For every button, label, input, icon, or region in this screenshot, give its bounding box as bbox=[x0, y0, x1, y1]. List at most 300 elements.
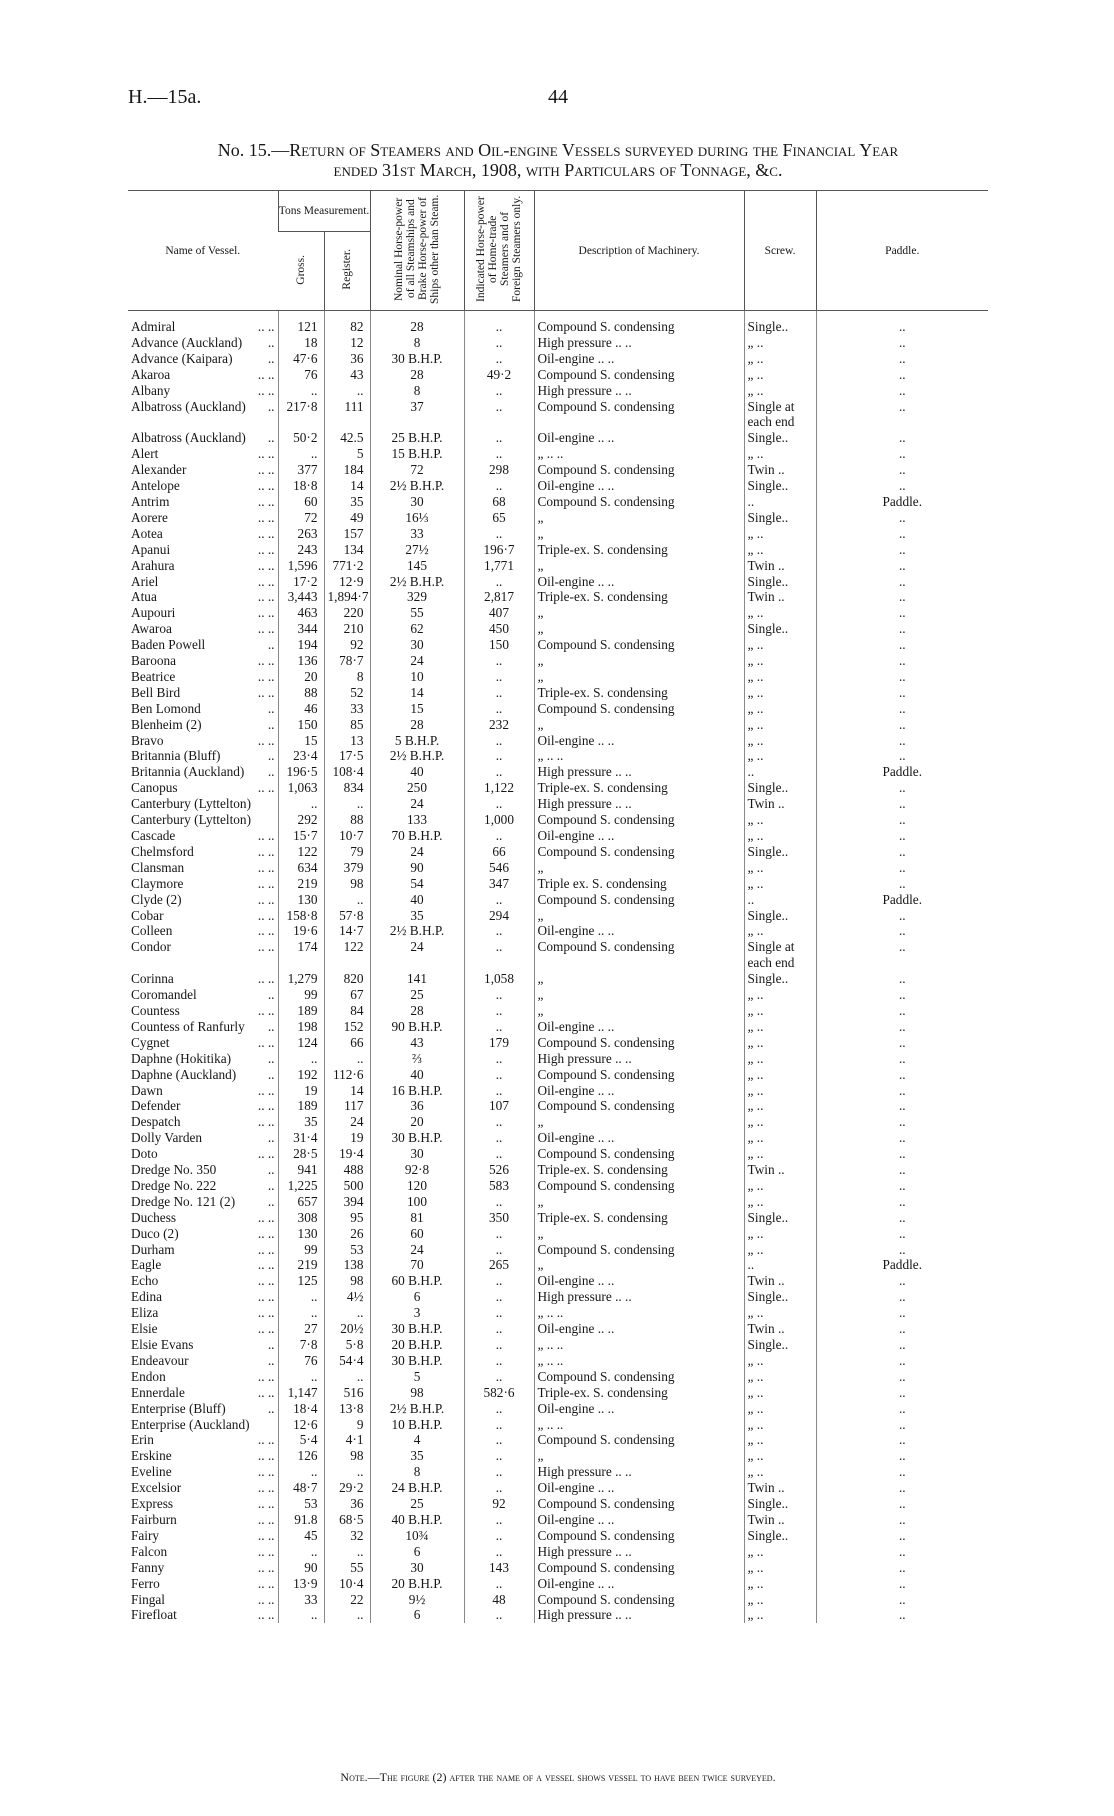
vessel-name: Endon bbox=[131, 1368, 166, 1384]
machinery-cell: „ .. .. bbox=[534, 446, 744, 462]
register-tons-cell: 22 bbox=[324, 1592, 370, 1608]
machinery-cell: „ bbox=[534, 558, 744, 574]
gross-tons-cell: 53 bbox=[278, 1496, 324, 1512]
table-row bbox=[128, 908, 988, 924]
register-tons-cell: 4·1 bbox=[324, 1432, 370, 1448]
vessel-name: Daphne (Auckland) bbox=[131, 1066, 237, 1082]
vessel-name-cell bbox=[128, 876, 278, 892]
vessel-name-cell bbox=[128, 1273, 278, 1289]
paddle-cell: .. bbox=[816, 1146, 988, 1162]
screw-cell: „ .. bbox=[744, 1560, 816, 1576]
table-row bbox=[128, 1592, 988, 1608]
vessel-name-cell bbox=[128, 351, 278, 367]
leader-dots: .. .. bbox=[257, 1146, 275, 1162]
nominal-hp-label: Nominal Horse-power of all Steamships and Brake Horse-power of Ships other than Steam. bbox=[393, 194, 442, 304]
table-row bbox=[128, 1480, 988, 1496]
table-row bbox=[128, 1544, 988, 1560]
gross-tons-cell: .. bbox=[278, 1544, 324, 1560]
screw-cell: „ .. bbox=[744, 669, 816, 685]
vessel-name: Beatrice bbox=[131, 668, 176, 684]
indicated-hp-cell: .. bbox=[464, 478, 534, 494]
steamers-return-table bbox=[128, 190, 988, 1623]
machinery-cell: „ bbox=[534, 717, 744, 733]
register-tons-cell: 32 bbox=[324, 1528, 370, 1544]
vessel-name-cell bbox=[128, 1321, 278, 1337]
paddle-cell: .. bbox=[816, 399, 988, 415]
nominal-hp-cell: 70 bbox=[370, 1257, 464, 1273]
paddle-cell: .. bbox=[816, 526, 988, 542]
table-row bbox=[128, 1257, 988, 1273]
nominal-hp-cell: 14 bbox=[370, 685, 464, 701]
nominal-hp-cell: 40 bbox=[370, 892, 464, 908]
vessel-name-cell bbox=[128, 1003, 278, 1019]
screw-cell: „ .. bbox=[744, 1146, 816, 1162]
register-tons-cell: 5 bbox=[324, 446, 370, 462]
gross-tons-cell: 60 bbox=[278, 494, 324, 510]
vessel-name: Colleen bbox=[131, 923, 173, 939]
vessel-name: Dawn bbox=[131, 1082, 163, 1098]
screw-cell: „ .. bbox=[744, 1035, 816, 1051]
machinery-cell: „ bbox=[534, 1114, 744, 1130]
leader-dots: .. .. bbox=[257, 828, 275, 843]
machinery-cell: Triple ex. S. condensing bbox=[534, 876, 744, 892]
leader-dots: .. .. bbox=[257, 446, 275, 462]
nominal-hp-cell: 90 B.H.P. bbox=[370, 1019, 464, 1035]
col-header-paddle: Paddle. bbox=[816, 191, 988, 311]
vessel-name: Elsie Evans bbox=[131, 1337, 194, 1352]
nominal-hp-cell: 98 bbox=[370, 1385, 464, 1401]
gross-tons-cell: 31·4 bbox=[278, 1130, 324, 1146]
leader-dots: .. .. bbox=[257, 1305, 275, 1321]
nominal-hp-cell: 2½ B.H.P. bbox=[370, 923, 464, 939]
table-row bbox=[128, 955, 988, 971]
machinery-cell: „ bbox=[534, 1226, 744, 1242]
gross-tons-cell: .. bbox=[278, 1305, 324, 1321]
title-main: Return of Steamers and Oil-engine Vessels surveyed during the Financial Year bbox=[289, 140, 899, 160]
vessel-name-cell bbox=[128, 1528, 278, 1544]
vessel-name: Bell Bird bbox=[131, 684, 181, 700]
vessel-name-cell bbox=[128, 1114, 278, 1130]
screw-cell: „ .. bbox=[744, 1067, 816, 1083]
machinery-cell: Compound S. condensing bbox=[534, 367, 744, 383]
register-tons-cell: 117 bbox=[324, 1098, 370, 1114]
vessel-name-cell bbox=[128, 494, 278, 510]
table-row bbox=[128, 1003, 988, 1019]
vessel-name-cell bbox=[128, 1432, 278, 1448]
nominal-hp-cell: 36 bbox=[370, 1098, 464, 1114]
machinery-cell: Oil-engine .. .. bbox=[534, 1083, 744, 1099]
vessel-name-cell bbox=[128, 1305, 278, 1321]
leader-dots: .. .. bbox=[257, 1384, 275, 1400]
gross-tons-cell: 7·8 bbox=[278, 1337, 324, 1353]
vessel-name-cell bbox=[128, 542, 278, 558]
indicated-hp-cell: .. bbox=[464, 1448, 534, 1464]
vessel-name: Cascade bbox=[131, 828, 176, 843]
register-tons-cell: 52 bbox=[324, 685, 370, 701]
machinery-cell: Oil-engine .. .. bbox=[534, 478, 744, 494]
leader-dots: .. .. bbox=[257, 875, 275, 891]
paddle-cell: .. bbox=[816, 335, 988, 351]
indicated-hp-cell: .. bbox=[464, 1273, 534, 1289]
register-tons-cell: 138 bbox=[324, 1257, 370, 1273]
gross-tons-cell bbox=[278, 955, 324, 971]
machinery-cell: „ bbox=[534, 605, 744, 621]
vessel-name-cell bbox=[128, 589, 278, 605]
nominal-hp-cell: ⅔ bbox=[370, 1051, 464, 1067]
gross-tons-cell: 15 bbox=[278, 733, 324, 749]
gross-tons-cell: 174 bbox=[278, 939, 324, 955]
vessel-name: Cobar bbox=[131, 907, 164, 923]
register-tons-cell: 55 bbox=[324, 1560, 370, 1576]
register-tons-cell bbox=[324, 955, 370, 971]
machinery-cell: Compound S. condensing bbox=[534, 1496, 744, 1512]
leader-dots: .. bbox=[267, 748, 275, 764]
nominal-hp-cell: 30 B.H.P. bbox=[370, 1130, 464, 1146]
register-tons-cell: 500 bbox=[324, 1178, 370, 1194]
table-row bbox=[128, 1178, 988, 1194]
register-tons-cell: 42.5 bbox=[324, 430, 370, 446]
table-row bbox=[128, 748, 988, 764]
paddle-cell: .. bbox=[816, 1289, 988, 1305]
indicated-hp-cell: .. bbox=[464, 1512, 534, 1528]
screw-cell: „ .. bbox=[744, 367, 816, 383]
vessel-name: Alert bbox=[131, 446, 159, 462]
table-row bbox=[128, 939, 988, 955]
machinery-cell: Triple-ex. S. condensing bbox=[534, 542, 744, 558]
vessel-name-cell bbox=[128, 955, 278, 971]
leader-dots: .. .. bbox=[257, 843, 275, 859]
nominal-hp-cell: 24 bbox=[370, 1242, 464, 1258]
machinery-cell: „ bbox=[534, 1003, 744, 1019]
gross-tons-cell: .. bbox=[278, 446, 324, 462]
screw-cell: each end bbox=[744, 414, 816, 430]
table-row bbox=[128, 764, 988, 780]
table-row bbox=[128, 1448, 988, 1464]
register-tons-cell: 14·7 bbox=[324, 923, 370, 939]
nominal-hp-cell: 43 bbox=[370, 1035, 464, 1051]
gross-tons-cell: 76 bbox=[278, 367, 324, 383]
vessel-name: Duchess bbox=[131, 1209, 177, 1225]
paddle-cell: .. bbox=[816, 1210, 988, 1226]
gross-label: Gross. bbox=[294, 254, 307, 285]
paddle-cell: .. bbox=[816, 669, 988, 685]
table-row bbox=[128, 1226, 988, 1242]
machinery-cell: High pressure .. .. bbox=[534, 383, 744, 399]
vessel-name: Fairburn bbox=[131, 1511, 177, 1527]
paddle-cell: .. bbox=[816, 621, 988, 637]
screw-cell: „ .. bbox=[744, 860, 816, 876]
paddle-cell: .. bbox=[816, 796, 988, 812]
leader-dots: .. bbox=[267, 1066, 275, 1082]
paddle-cell: .. bbox=[816, 1067, 988, 1083]
vessel-name: Ennerdale bbox=[131, 1384, 185, 1400]
machinery-cell: „ bbox=[534, 526, 744, 542]
paddle-cell: .. bbox=[816, 1464, 988, 1480]
nominal-hp-cell: 6 bbox=[370, 1289, 464, 1305]
screw-cell: „ .. bbox=[744, 1114, 816, 1130]
table-row bbox=[128, 1019, 988, 1035]
leader-dots: .. bbox=[267, 350, 275, 366]
indicated-hp-cell: 179 bbox=[464, 1035, 534, 1051]
paddle-cell: .. bbox=[816, 1130, 988, 1146]
gross-tons-cell: 50·2 bbox=[278, 430, 324, 446]
nominal-hp-cell: 30 B.H.P. bbox=[370, 1353, 464, 1369]
screw-cell: Single at bbox=[744, 939, 816, 955]
screw-cell: Single.. bbox=[744, 1337, 816, 1353]
register-tons-cell: 4½ bbox=[324, 1289, 370, 1305]
table-row bbox=[128, 1560, 988, 1576]
leader-dots: .. bbox=[267, 987, 275, 1003]
leader-dots: .. .. bbox=[257, 1257, 275, 1273]
table-row bbox=[128, 430, 988, 446]
table-row bbox=[128, 1401, 988, 1417]
gross-tons-cell: 150 bbox=[278, 717, 324, 733]
nominal-hp-cell: 9½ bbox=[370, 1592, 464, 1608]
screw-cell: Single.. bbox=[744, 780, 816, 796]
screw-cell: Single.. bbox=[744, 1528, 816, 1544]
gross-tons-cell: 217·8 bbox=[278, 399, 324, 415]
nominal-hp-cell: 25 bbox=[370, 987, 464, 1003]
machinery-cell: Compound S. condensing bbox=[534, 311, 744, 335]
gross-tons-cell: .. bbox=[278, 1464, 324, 1480]
indicated-hp-cell: .. bbox=[464, 1417, 534, 1433]
vessel-name-cell bbox=[128, 653, 278, 669]
vessel-name-cell bbox=[128, 510, 278, 526]
screw-cell: Single.. bbox=[744, 478, 816, 494]
indicated-hp-cell: .. bbox=[464, 430, 534, 446]
indicated-hp-cell: .. bbox=[464, 311, 534, 335]
table-row bbox=[128, 1337, 988, 1353]
machinery-cell: Triple-ex. S. condensing bbox=[534, 1162, 744, 1178]
gross-tons-cell: 35 bbox=[278, 1114, 324, 1130]
gross-tons-cell: 219 bbox=[278, 876, 324, 892]
screw-cell: „ .. bbox=[744, 526, 816, 542]
indicated-hp-cell: .. bbox=[464, 892, 534, 908]
vessel-name: Dolly Varden bbox=[131, 1130, 203, 1146]
leader-dots: .. .. bbox=[257, 319, 275, 334]
table-body bbox=[128, 311, 988, 1624]
vessel-name: Fairy bbox=[131, 1527, 160, 1543]
screw-cell: „ .. bbox=[744, 923, 816, 939]
gross-tons-cell: .. bbox=[278, 1607, 324, 1623]
col-header-register bbox=[324, 232, 370, 311]
table-row bbox=[128, 923, 988, 939]
indicated-hp-cell: .. bbox=[464, 828, 534, 844]
vessel-name: Albany bbox=[131, 382, 171, 398]
gross-tons-cell: 19·6 bbox=[278, 923, 324, 939]
machinery-cell bbox=[534, 955, 744, 971]
paddle-cell: .. bbox=[816, 1496, 988, 1512]
register-tons-cell: 122 bbox=[324, 939, 370, 955]
table-row bbox=[128, 526, 988, 542]
nominal-hp-cell: 133 bbox=[370, 812, 464, 828]
vessel-name-cell bbox=[128, 764, 278, 780]
machinery-cell: Oil-engine .. .. bbox=[534, 923, 744, 939]
leader-dots: .. .. bbox=[257, 509, 275, 525]
vessel-name-cell bbox=[128, 1337, 278, 1353]
paddle-cell: .. bbox=[816, 939, 988, 955]
paddle-cell: .. bbox=[816, 685, 988, 701]
table-row bbox=[128, 589, 988, 605]
leader-dots: .. .. bbox=[257, 907, 275, 923]
vessel-name-cell bbox=[128, 1607, 278, 1623]
register-tons-cell: 29·2 bbox=[324, 1480, 370, 1496]
table-row bbox=[128, 892, 988, 908]
leader-dots: .. .. bbox=[257, 1368, 275, 1384]
indicated-hp-cell: .. bbox=[464, 796, 534, 812]
gross-tons-cell: 99 bbox=[278, 1242, 324, 1258]
vessel-name: Ben Lomond bbox=[131, 700, 201, 716]
register-tons-cell: 5·8 bbox=[324, 1337, 370, 1353]
gross-tons-cell: 1,225 bbox=[278, 1178, 324, 1194]
paddle-cell: .. bbox=[816, 971, 988, 987]
indicated-hp-cell: 143 bbox=[464, 1560, 534, 1576]
indicated-hp-cell: 546 bbox=[464, 860, 534, 876]
vessel-name-cell bbox=[128, 733, 278, 749]
leader-dots: .. .. bbox=[257, 1448, 275, 1464]
paddle-cell: .. bbox=[816, 1114, 988, 1130]
register-tons-cell: .. bbox=[324, 796, 370, 812]
machinery-cell: Oil-engine .. .. bbox=[534, 733, 744, 749]
gross-tons-cell: 45 bbox=[278, 1528, 324, 1544]
paddle-cell: .. bbox=[816, 430, 988, 446]
table-row bbox=[128, 685, 988, 701]
screw-cell: „ .. bbox=[744, 1051, 816, 1067]
leader-dots: .. .. bbox=[257, 1432, 275, 1448]
leader-dots: .. bbox=[267, 700, 275, 716]
register-tons-cell: 20½ bbox=[324, 1321, 370, 1337]
nominal-hp-cell: 25 B.H.P. bbox=[370, 430, 464, 446]
vessel-name: Edina bbox=[131, 1289, 163, 1305]
vessel-name: Dredge No. 222 bbox=[131, 1177, 217, 1193]
vessel-name-cell bbox=[128, 923, 278, 939]
paddle-cell: .. bbox=[816, 1592, 988, 1608]
register-tons-cell: 17·5 bbox=[324, 748, 370, 764]
register-tons-cell: 79 bbox=[324, 844, 370, 860]
indicated-hp-cell: 48 bbox=[464, 1592, 534, 1608]
vessel-name-cell bbox=[128, 1178, 278, 1194]
leader-dots: .. .. bbox=[257, 366, 275, 382]
gross-tons-cell: .. bbox=[278, 796, 324, 812]
nominal-hp-cell: 250 bbox=[370, 780, 464, 796]
machinery-cell: „ bbox=[534, 987, 744, 1003]
register-tons-cell: 10·4 bbox=[324, 1576, 370, 1592]
gross-tons-cell: 136 bbox=[278, 653, 324, 669]
screw-cell: „ .. bbox=[744, 383, 816, 399]
paddle-cell: .. bbox=[816, 653, 988, 669]
gross-tons-cell: 189 bbox=[278, 1098, 324, 1114]
table-row bbox=[128, 1321, 988, 1337]
leader-dots: .. .. bbox=[257, 1289, 275, 1305]
leader-dots: .. .. bbox=[257, 573, 275, 589]
leader-dots: .. .. bbox=[257, 1511, 275, 1527]
indicated-hp-cell: .. bbox=[464, 1242, 534, 1258]
paddle-cell: Paddle. bbox=[816, 494, 988, 510]
register-tons-cell: 379 bbox=[324, 860, 370, 876]
machinery-cell: „ bbox=[534, 860, 744, 876]
vessel-name-cell bbox=[128, 1242, 278, 1258]
paddle-cell: .. bbox=[816, 1035, 988, 1051]
table-row bbox=[128, 1576, 988, 1592]
col-header-machinery: Description of Machinery. bbox=[534, 191, 744, 311]
vessel-name: Chelmsford bbox=[131, 843, 194, 859]
vessel-name: Firefloat bbox=[131, 1607, 177, 1623]
vessel-name: Baden Powell bbox=[131, 637, 206, 653]
screw-cell: „ .. bbox=[744, 1401, 816, 1417]
vessel-name-cell bbox=[128, 621, 278, 637]
vessel-name-cell bbox=[128, 1417, 278, 1433]
register-tons-cell: 9 bbox=[324, 1417, 370, 1433]
vessel-name-cell bbox=[128, 1051, 278, 1067]
nominal-hp-cell: 25 bbox=[370, 1496, 464, 1512]
paddle-cell: .. bbox=[816, 1273, 988, 1289]
nominal-hp-cell: 35 bbox=[370, 908, 464, 924]
register-tons-cell: 57·8 bbox=[324, 908, 370, 924]
screw-cell: „ .. bbox=[744, 1576, 816, 1592]
machinery-cell: High pressure .. .. bbox=[534, 796, 744, 812]
register-tons-cell: 98 bbox=[324, 1273, 370, 1289]
screw-cell: „ .. bbox=[744, 1448, 816, 1464]
register-tons-cell: 111 bbox=[324, 399, 370, 415]
screw-cell: „ .. bbox=[744, 1194, 816, 1210]
vessel-name: Ferro bbox=[131, 1575, 160, 1591]
vessel-name: Echo bbox=[131, 1273, 159, 1289]
nominal-hp-cell: 145 bbox=[370, 558, 464, 574]
screw-cell: Twin .. bbox=[744, 796, 816, 812]
title-line-2: ended 31st March, 1908, with Particulars of Tonnage, &c. bbox=[333, 160, 783, 180]
nominal-hp-cell: 28 bbox=[370, 1003, 464, 1019]
paddle-cell: .. bbox=[816, 1385, 988, 1401]
machinery-cell: Compound S. condensing bbox=[534, 637, 744, 653]
gross-tons-cell: 1,147 bbox=[278, 1385, 324, 1401]
leader-dots: .. .. bbox=[257, 1559, 275, 1575]
indicated-hp-cell: .. bbox=[464, 939, 534, 955]
register-tons-cell: 13·8 bbox=[324, 1401, 370, 1417]
vessel-name-cell bbox=[128, 311, 278, 335]
machinery-cell: Oil-engine .. .. bbox=[534, 1512, 744, 1528]
gross-tons-cell: 941 bbox=[278, 1162, 324, 1178]
paddle-cell: .. bbox=[816, 733, 988, 749]
register-tons-cell: 98 bbox=[324, 876, 370, 892]
vessel-name: Awaroa bbox=[131, 621, 172, 637]
indicated-hp-cell: .. bbox=[464, 1067, 534, 1083]
screw-cell: each end bbox=[744, 955, 816, 971]
machinery-cell: Triple-ex. S. condensing bbox=[534, 589, 744, 605]
table-row bbox=[128, 669, 988, 685]
indicated-hp-cell: 65 bbox=[464, 510, 534, 526]
nominal-hp-cell: 40 B.H.P. bbox=[370, 1512, 464, 1528]
paddle-cell: .. bbox=[816, 987, 988, 1003]
leader-dots: .. .. bbox=[257, 1273, 275, 1289]
leader-dots: .. bbox=[267, 764, 275, 780]
table-row bbox=[128, 1098, 988, 1114]
indicated-hp-cell: .. bbox=[464, 574, 534, 590]
paddle-cell: .. bbox=[816, 1098, 988, 1114]
leader-dots: .. .. bbox=[257, 525, 275, 541]
indicated-hp-cell: .. bbox=[464, 1114, 534, 1130]
screw-cell: Single.. bbox=[744, 844, 816, 860]
paddle-cell: .. bbox=[816, 1321, 988, 1337]
gross-tons-cell: 657 bbox=[278, 1194, 324, 1210]
vessel-name-cell bbox=[128, 1289, 278, 1305]
leader-dots: .. .. bbox=[257, 1241, 275, 1257]
gross-tons-cell: 243 bbox=[278, 542, 324, 558]
indicated-hp-cell: .. bbox=[464, 1353, 534, 1369]
leader-dots: .. .. bbox=[257, 1321, 275, 1337]
gross-tons-cell: 1,279 bbox=[278, 971, 324, 987]
table-row bbox=[128, 971, 988, 987]
vessel-name-cell bbox=[128, 987, 278, 1003]
